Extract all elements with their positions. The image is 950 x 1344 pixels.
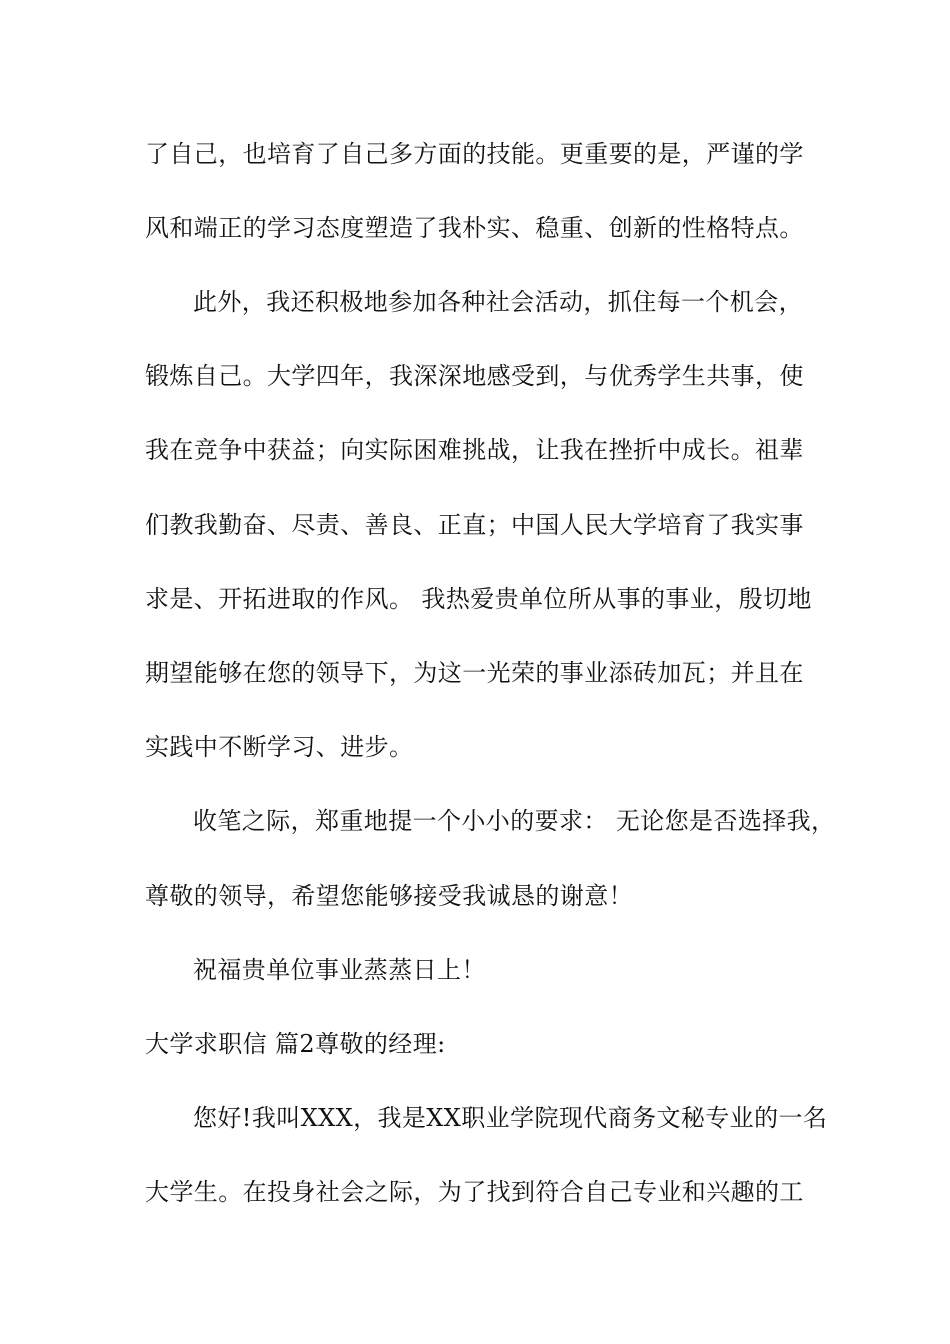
text-line-6: 们教我勤奋、尽责、善良、正直；中国人民大学培育了我实事 <box>145 511 804 539</box>
text-line-2: 风和端正的学习态度塑造了我朴实、稳重、创新的性格特点。 <box>145 214 804 242</box>
text-line-5: 我在竞争中获益；向实际困难挑战，让我在挫折中成长。祖辈 <box>145 436 804 464</box>
text-line-12: 祝福贵单位事业蒸蒸日上！ <box>193 956 486 984</box>
text-line-9: 实践中不断学习、进步。 <box>145 733 414 761</box>
text-line-11: 尊敬的领导，希望您能够接受我诚恳的谢意！ <box>145 882 633 910</box>
text-line-4: 锻炼自己。大学四年，我深深地感受到，与优秀学生共事，使 <box>145 362 804 390</box>
text-line-3: 此外，我还积极地参加各种社会活动，抓住每一个机会， <box>193 288 803 316</box>
section-heading: 大学求职信 篇2尊敬的经理: <box>145 1030 446 1058</box>
text-line-10: 收笔之际，郑重地提一个小小的要求： 无论您是否选择我， <box>193 807 836 835</box>
text-line-15: 大学生。在投身社会之际，为了找到符合自己专业和兴趣的工 <box>145 1178 804 1206</box>
text-line-7: 求是、开拓进取的作风。 我热爱贵单位所从事的事业，殷切地 <box>145 585 812 613</box>
text-line-8: 期望能够在您的领导下，为这一光荣的事业添砖加瓦；并且在 <box>145 659 804 687</box>
text-line-1: 了自己，也培育了自己多方面的技能。更重要的是，严谨的学 <box>145 140 804 168</box>
text-line-14: 您好!我叫XXX，我是XX职业学院现代商务文秘专业的一名 <box>193 1104 828 1132</box>
